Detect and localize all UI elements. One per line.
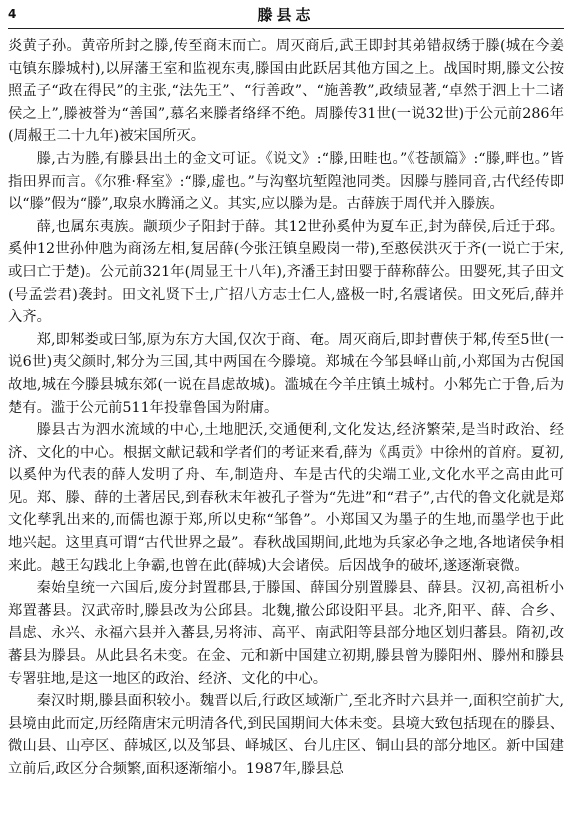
paragraph-territory: 秦汉时期,滕县面积较小。魏晋以后,行政区域渐广,至北齐时六县并一,面积空前扩大,县境由此而定,历经隋唐宋元明清各代,到民国期间大体未变。县境大致包括现在的滕县、微山县、山亭区、薛城区,以及邹县、峄城区、台儿庄区、铜山县的部分地区。新中国建立前后,政区分合频繁,面积逐渐缩小。1987年,滕县总 [8,693,564,777]
paragraph-xue: 薛,也属东夷族。颛顼少子阳封于薛。其12世孙奚仲为夏车正,封为薛侯,后迁于邳。奚仲12世孙仲虺为商汤左相,复居薛(今张汪镇皇殿岗一带),至憨侯洪灭于齐(一说亡于宋,或曰亡于楚)。公元前321年(周显王十八年),齐潘王封田婴于薛称薛公。田婴死,其子田文(号孟尝君)袭封。田文礼贤下士,广招八方志士仁人,盛极一时,名震诸侯。田文死后,薛并入齐。 [8,218,564,326]
running-head-title: 滕县志 [257,6,315,24]
page-body [8,35,564,781]
paragraph-county-history: 秦始皇统一六国后,废分封置郡县,于滕国、薛国分别置滕县、薛县。汉初,高祖析小郑置蕃县。汉武帝时,滕县改为公邱县。北魏,撤公邱设阳平县。北齐,阳平、薛、合乡、昌虑、永兴、永福六县并入蕃县,另将沛、高平、南武阳等县部分地区划归蕃县。隋初,改蕃县为滕县。从此县名未变。在金、元和新中国建立初期,滕县曾为滕阳州、滕州和滕县专署驻地,是这一地区的政治、经济、文化的中心。 [8,580,564,687]
paragraph-zhu: 郑,即邾娄或曰邹,原为东方大国,仅次于商、奄。周灭商后,即封曹侠于邾,传至5世(一说6世)夷父颜时,邾分为三国,其中两国在今滕境。郑城在今邹县峄山前,小郑国为古倪国故地,城在今滕县城东郊(一说在昌虑故城)。滥城在今羊庄镇土城村。小邾先亡于鲁,后为楚有。滥于公元前511年投靠鲁国为附庸。 [8,331,564,416]
paragraph-continued: 炎黄子孙。黄帝所封之滕,传至商末而亡。周灭商后,武王即封其弟错叔绣于滕(城在今姜屯镇东滕城村),以屏藩王室和监视东夷,滕国由此跃居其他方国之上。战国时期,滕文公按照孟子“政在得民”的主张,“法先王”、“行善政”、“施善教”,政绩显著,“卓然于泗上十二诸侯之上”,滕被誉为“善国”,慕名来滕者络绎不绝。周滕传31世(一说32世)于公元前286年(周赧王二十九年)被宋国所灭。 [8,38,564,145]
page-header [8,0,564,29]
paragraph-teng-origin: 滕,古为塍,有滕县出土的金文可证。《说文》:“滕,田畦也。”《苍颉篇》:“滕,畔也。”皆指田界而言。《尔雅·释室》:“滕,虚也。”与沟壑坑堑隍池同类。因滕与塍同音,古代经传即以“滕”假为“滕”,取泉水腾涌之义。其实,应以滕为是。古薛族于周代并入滕族。 [8,150,564,213]
paragraph-sishui-center: 滕县古为泗水流域的中心,土地肥沃,交通便利,文化发达,经济繁荣,是当时政治、经济、文化的中心。根据文献记载和学者们的考证来看,薛为《禹贡》中徐州的首府。夏初,以奚仲为代表的薛人发明了舟、车,制造舟、车是古代的尖端工业,文化水平之高由此可见。郑、滕、薛的土著居民,到春秋末年被孔子誉为“先进”和“君子”,古代的鲁文化就是郑文化孳乳出来的,而儒也源于郑,所以史称“邹鲁”。小郑国又为墨子的生地,而墨学也于此地兴起。这里真可谓“古代世界之最”。春秋战国期间,此地为兵家必争之地,各地诸侯争相来此。越王勾践北上争霸,也曾在此(薛城)大会诸侯。后因战争的破坏,遂逐渐衰微。 [8,422,565,574]
page-number: 4 [8,7,17,21]
